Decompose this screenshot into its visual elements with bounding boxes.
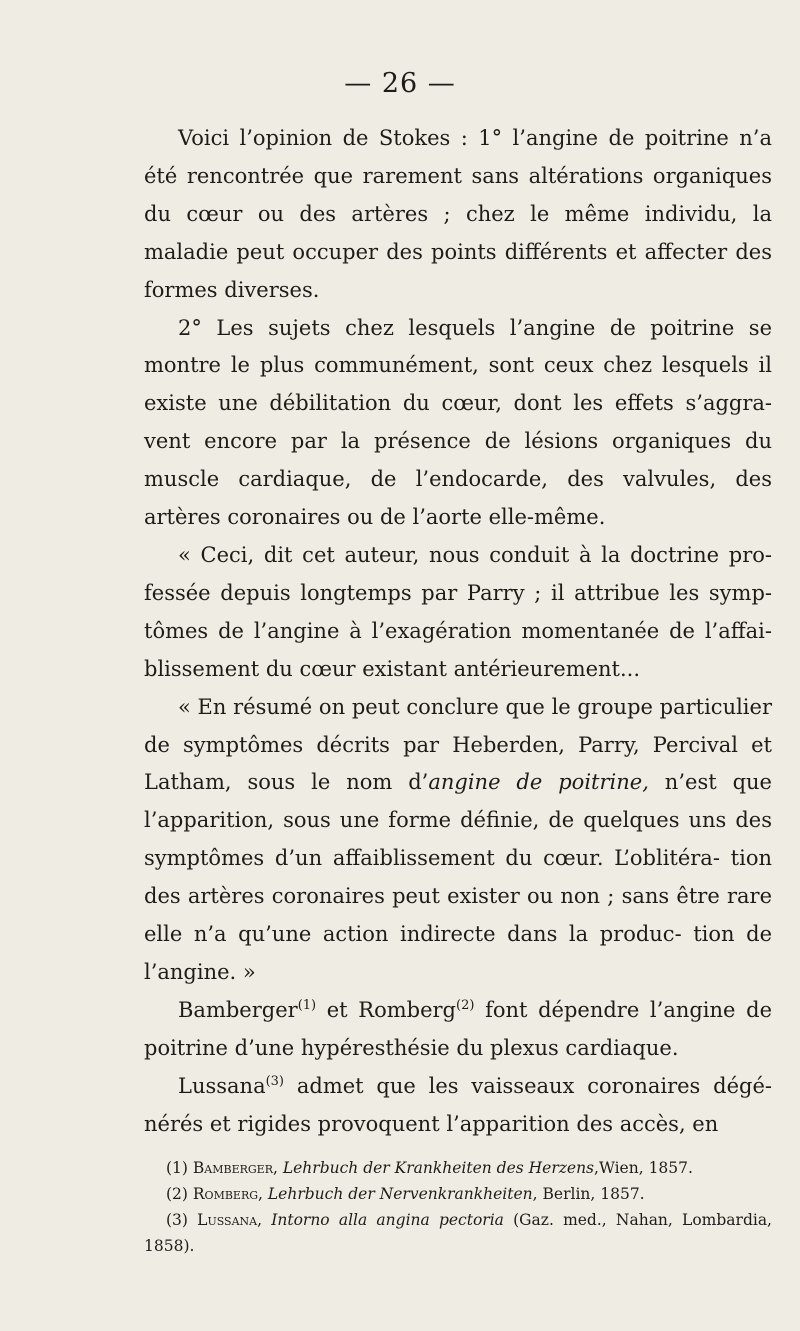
page-number: — 26 — (344, 68, 456, 99)
footnote-marker: (2) (166, 1185, 193, 1203)
resume-text-end: n’est que l’apparition, sous une forme définie, de quelques uns des symptômes d’un affaiblissement du cœur. L’oblitéra- tion des artères coronaires peut exister ou non ; sans être rare elle n’a qu’une action indirecte dans la produc- tion de l’angine. » (144, 770, 772, 984)
footnote-ref-2: (2) (456, 997, 475, 1013)
paragraph-lussana (144, 1068, 772, 1144)
footnote-2 (144, 1181, 772, 1207)
footnote-details: , Berlin, 1857. (532, 1185, 645, 1203)
bamberger-text-mid: et Romberg (316, 997, 456, 1022)
footnote-3 (144, 1207, 772, 1259)
footnote-author: Bamberger (192, 1159, 273, 1177)
footnote-marker: (3) (166, 1211, 198, 1229)
footnote-separator: , (257, 1211, 272, 1229)
footnotes (144, 1155, 772, 1259)
footnote-separator: , (258, 1185, 268, 1203)
footnote-author: Romberg (192, 1185, 259, 1203)
body-text (144, 120, 772, 1143)
paragraph-bamberger (144, 992, 772, 1068)
footnote-author: Lussana (197, 1211, 258, 1229)
footnote-title: Lehrbuch der Nervenkrankheiten (267, 1185, 533, 1203)
footnote-ref-3: (3) (265, 1073, 285, 1089)
footnote-details: ,Wien, 1857. (594, 1159, 693, 1177)
footnote-marker: (1) (166, 1159, 193, 1177)
footnote-details: (Gaz. med., Nahan, Lombardia, 1858). (144, 1211, 772, 1255)
paragraph-stokes-opinion: Voici l’opinion de Stokes : 1° l’angine de poitrine n’a été rencontrée que rarement sans altérations organiques du cœur ou des artères ; chez le même individu, la maladie peut occuper des points différents et affecter des formes diverses. (144, 126, 772, 302)
paragraph-resume (144, 689, 772, 992)
footnote-separator: , (272, 1159, 283, 1177)
lussana-name: Lussana (178, 1073, 266, 1098)
footnote-1 (144, 1155, 772, 1181)
footnote-title: Intorno alla angina pectoria (271, 1211, 504, 1229)
paragraph-citation-parry: « Ceci, dit cet auteur, nous conduit à la doctrine pro- fessée depuis longtemps par Parry ; il attribue les symp- tômes de l’angine à l’exagération momentanée de l’affai- blissement du cœur existant antérieurement... (144, 542, 772, 681)
footnote-ref-1: (1) (297, 997, 317, 1013)
bamberger-text-end: font dépendre l’angine de poitrine d’une hypéresthésie du plexus cardiaque. (144, 997, 772, 1060)
lussana-text: admet que les vaisseaux coronaires dégé- nérés et rigides provoquent l’apparition des accès, en (144, 1073, 772, 1136)
footnote-title: Lehrbuch der Krankheiten des Herzens (282, 1159, 595, 1177)
resume-text-start: « En résumé on peut conclure que le groupe particulier de symptômes décrits par Heberden, Parry, Percival et Latham, sous le nom d’ (144, 694, 772, 795)
bamberger-name: Bamberger (178, 997, 298, 1022)
paragraph-sujets: 2° Les sujets chez lesquels l’angine de poitrine se montre le plus communément, sont ceux chez lesquels il existe une débilitation du cœur, dont les effets s’aggra- vent encore par la présence de lésions organiques du muscle cardiaque, de l’endocarde, des valvules, des artères coronaires ou de l’aorte elle-même. (144, 315, 772, 530)
resume-italic-term: angine de poitrine, (428, 770, 649, 795)
